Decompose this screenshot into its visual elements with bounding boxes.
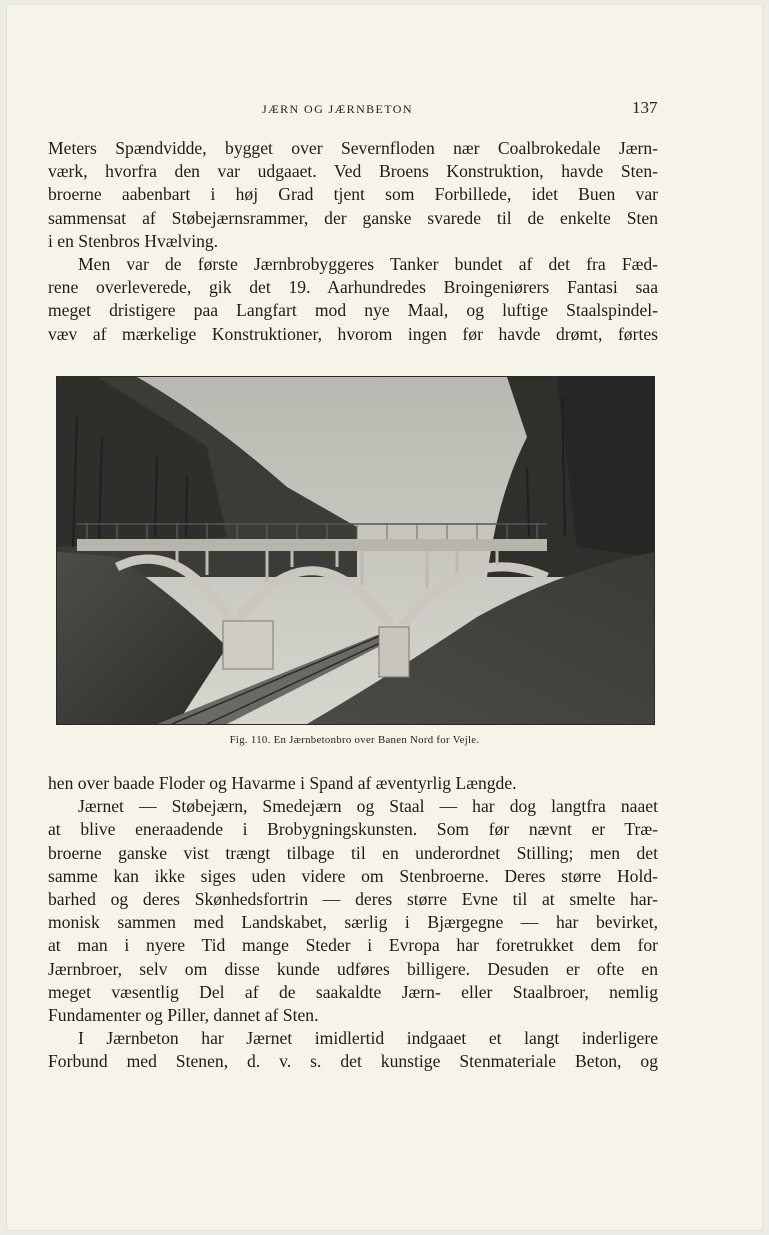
caption-text: En Jærnbetonbro over Banen Nord for Vejle.	[273, 734, 480, 746]
text-line: samme kan ikke siges uden videre om Stenbroerne. Deres større Hold-	[48, 865, 658, 886]
running-title: JÆRN OG JÆRNBETON	[262, 102, 413, 116]
text-line: meget væsentlig Del af de saakaldte Jærn- eller Staalbroer, nemlig	[48, 981, 658, 1002]
text-line: I Jærnbeton har Jærnet imidlertid indgaaet et langt inderligere	[78, 1028, 658, 1049]
text-line: Forbund med Stenen, d. v. s. det kunstige Stenmateriale Beton, og	[48, 1051, 658, 1072]
bridge-photo-illustration	[57, 377, 654, 724]
text-line: væv af mærkelige Konstruktioner, hvorom ingen før havde drømt, førtes	[48, 323, 658, 344]
page-number: 137	[632, 98, 658, 117]
text-line: barhed og deres Skønhedsfortrin — deres større Evne til at smelte har-	[48, 889, 658, 910]
caption-number: Fig. 110.	[229, 734, 271, 746]
figure-caption	[0, 734, 709, 746]
text-line: broerne aabenbart i høj Grad tjent som Forbillede, idet Buen var	[48, 184, 658, 205]
text-line: Jærnbroer, selv om disse kunde udføres billigere. Desuden er ofte en	[48, 958, 658, 979]
text-line: Fundamenter og Piller, dannet af Sten.	[48, 1005, 319, 1026]
text-line: hen over baade Floder og Havarme i Spand af æventyrlig Længde.	[48, 773, 517, 793]
text-line: sammensat af Støbejærnsrammer, der ganske svarede til de enkelte Sten	[48, 207, 658, 228]
text-line: rene overleverede, gik det 19. Aarhundredes Broingeniørers Fantasi saa	[48, 277, 658, 298]
body-text-top	[48, 137, 658, 346]
page-header	[0, 98, 769, 122]
text-line: Men var de første Jærnbrobyggeres Tanker bundet af det fra Fæd-	[78, 254, 658, 275]
body-text-bottom	[48, 772, 658, 1074]
text-line: Meters Spændvidde, bygget over Severnfloden nær Coalbrokedale Jærn-	[48, 138, 658, 158]
text-line: at blive eneraadende i Brobygningskunsten. Som før nævnt er Træ-	[48, 819, 658, 840]
text-line: monisk sammen med Landskabet, særlig i Bjærgegne — har bevirket,	[48, 912, 658, 933]
bridge-photograph	[56, 376, 655, 725]
text-line: at man i nyere Tid mange Steder i Evropa har foretrukket dem for	[48, 935, 658, 956]
text-line: Jærnet — Støbejærn, Smedejærn og Staal — har dog langtfra naaet	[78, 796, 658, 817]
text-line: broerne ganske vist trængt tilbage til en underordnet Stilling; men det	[48, 842, 658, 863]
text-line: i en Stenbros Hvælving.	[48, 230, 219, 251]
text-line: meget dristigere paa Langfart mod nye Maal, og luftige Staalspindel-	[48, 300, 658, 321]
text-line: værk, hvorfra den var udgaaet. Ved Broens Konstruktion, havde Sten-	[48, 161, 658, 182]
